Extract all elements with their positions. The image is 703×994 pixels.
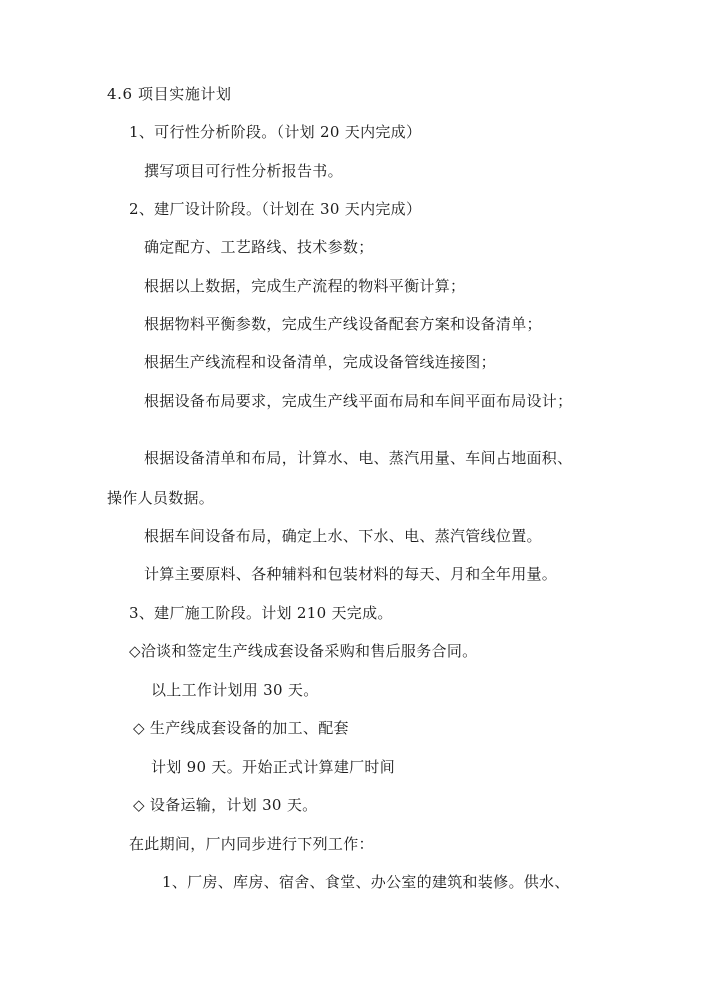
phase-2-item-5: 根据设备布局要求，完成生产线平面布局和车间平面布局设计； [144, 392, 573, 410]
phase-2-item-7: 根据车间设备布局，确定上水、下水、电、蒸汽管线位置。 [144, 527, 542, 545]
phase-3-title: 3、建厂施工阶段。计划 210 天完成。 [129, 604, 393, 622]
concurrent-work-item-1: 1、厂房、库房、宿舍、食堂、办公室的建筑和装修。供水、 [162, 873, 570, 891]
concurrent-work-intro: 在此期间，厂内同步进行下列工作： [129, 835, 374, 853]
phase-2-item-4: 根据生产线流程和设备清单，完成设备管线连接图； [144, 353, 496, 371]
phase-3-sub-1: ◇洽谈和签定生产线成套设备采购和售后服务合同。 [129, 642, 478, 660]
phase-1-item-1: 撰写项目可行性分析报告书。 [144, 162, 343, 180]
phase-3-sub-2-note: 计划 90 天。开始正式计算建厂时间 [151, 758, 396, 776]
phase-2-item-3: 根据物料平衡参数，完成生产线设备配套方案和设备清单； [144, 315, 542, 333]
phase-3-sub-1-note: 以上工作计划用 30 天。 [151, 681, 319, 699]
section-title: 4.6 项目实施计划 [107, 85, 232, 103]
phase-2-item-2: 根据以上数据，完成生产流程的物料平衡计算； [144, 277, 466, 295]
phase-3-sub-2: ◇ 生产线成套设备的加工、配套 [133, 719, 349, 737]
phase-2-item-8: 计算主要原料、各种辅料和包装材料的每天、月和全年用量。 [144, 565, 558, 583]
phase-2-item-6-part-1: 根据设备清单和布局，计算水、电、蒸汽用量、车间占地面积、 [144, 449, 573, 467]
phase-3-sub-3: ◇ 设备运输，计划 30 天。 [133, 796, 318, 814]
phase-2-item-1: 确定配方、工艺路线、技术参数； [144, 238, 374, 256]
phase-2-item-6-part-2: 操作人员数据。 [107, 489, 215, 507]
phase-2-title: 2、建厂设计阶段。（计划在 30 天内完成） [129, 200, 422, 218]
phase-1-title: 1、可行性分析阶段。（计划 20 天内完成） [129, 123, 422, 141]
